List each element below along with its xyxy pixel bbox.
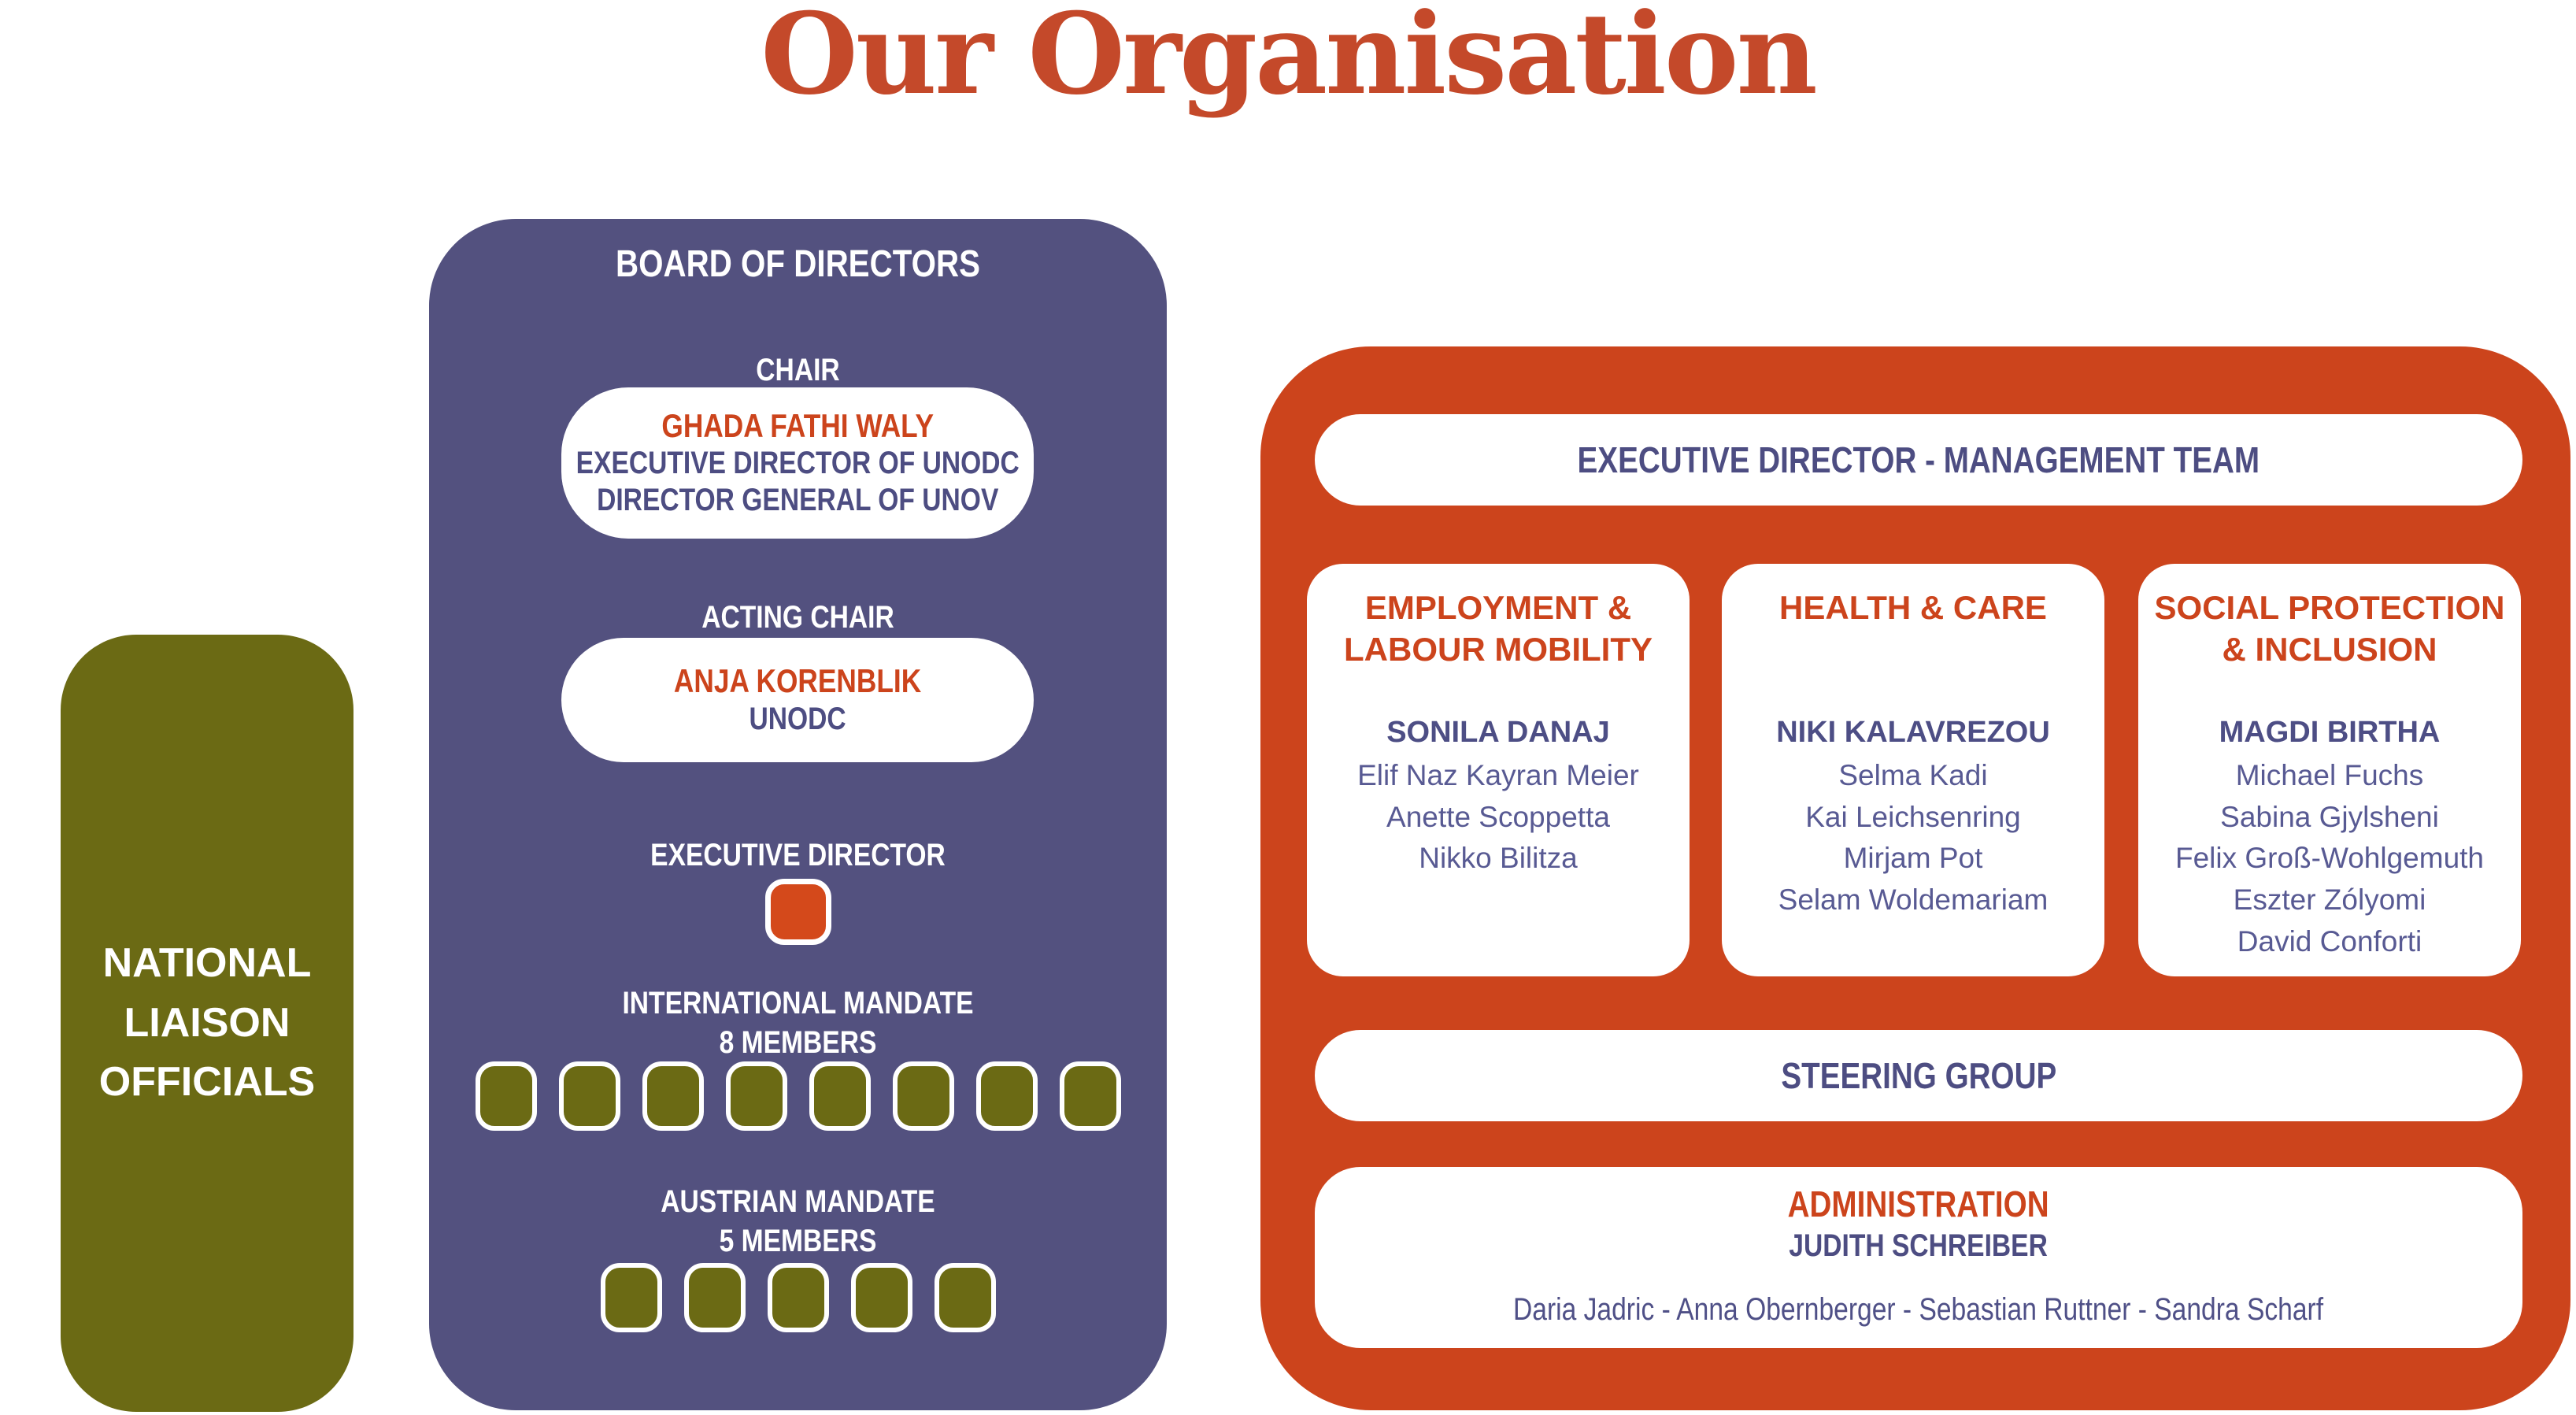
- member-square: [1060, 1061, 1121, 1131]
- team-lead: SONILA DANAJ: [1386, 716, 1610, 749]
- member-square: [559, 1061, 620, 1131]
- member-square: [809, 1061, 871, 1131]
- chair-name: GHADA FATHI WALY: [661, 406, 934, 444]
- member-square: [684, 1263, 746, 1332]
- team-member: Anette Scoppetta: [1386, 800, 1610, 833]
- team-member: David Conforti: [2237, 924, 2422, 958]
- team-card-social-protection-inclusion: [2138, 564, 2521, 976]
- team-member: Nikko Bilitza: [1419, 842, 1578, 875]
- chair-label: CHAIR: [756, 353, 840, 387]
- austrian-mandate-count-label: 5 MEMBERS: [719, 1224, 877, 1258]
- team-member: Selam Woldemariam: [1778, 883, 2049, 916]
- austrian-mandate-squares: [429, 1263, 1167, 1332]
- label-line: LIAISON: [124, 999, 291, 1046]
- team-member: Elif Naz Kayran Meier: [1357, 759, 1639, 792]
- member-square: [893, 1061, 954, 1131]
- acting-chair-card: [561, 638, 1034, 762]
- team-title-line: EMPLOYMENT &: [1364, 589, 1632, 626]
- team-members: [1778, 755, 2049, 920]
- member-square: [851, 1263, 912, 1332]
- management-header-label: EXECUTIVE DIRECTOR - MANAGEMENT TEAM: [1577, 439, 2260, 480]
- team-title-line: SOCIAL PROTECTION: [2154, 589, 2505, 626]
- executive-director-square: [765, 879, 831, 945]
- team-member: Mirjam Pot: [1843, 842, 1983, 875]
- steering-group-bar: [1315, 1030, 2522, 1121]
- member-square: [476, 1061, 537, 1131]
- team-members: [2175, 755, 2484, 962]
- chair-role: DIRECTOR GENERAL OF UNOV: [596, 483, 999, 518]
- management-header-bar: [1315, 414, 2522, 506]
- team-lead: MAGDI BIRTHA: [2219, 716, 2441, 749]
- acting-chair-name: ANJA KORENBLIK: [673, 662, 922, 700]
- management-panel: [1260, 346, 2570, 1410]
- team-lead: NIKI KALAVREZOU: [1776, 716, 2050, 749]
- team-title: [1344, 587, 1653, 713]
- executive-director-label: EXECUTIVE DIRECTOR: [650, 838, 946, 872]
- team-member: Kai Leichsenring: [1805, 800, 2021, 833]
- team-member: Felix Groß-Wohlgemuth: [2174, 842, 2485, 875]
- team-title-line: LABOUR MOBILITY: [1344, 630, 1653, 668]
- chair-card: [561, 387, 1034, 539]
- member-square: [935, 1263, 996, 1332]
- steering-group-label: STEERING GROUP: [1781, 1055, 2056, 1096]
- team-member: Selma Kadi: [1838, 759, 1988, 792]
- national-liaison-officials-box: [61, 635, 353, 1412]
- team-title-line: & INCLUSION: [2222, 630, 2437, 668]
- acting-chair-role: UNODC: [749, 701, 846, 736]
- team-member: Michael Fuchs: [2235, 759, 2424, 792]
- team-member: Eszter Zólyomi: [2233, 883, 2426, 916]
- administration-members: Daria Jadric - Anna Obernberger - Sebastian Ruttner - Sandra Scharf: [1513, 1292, 2324, 1327]
- team-title-line: HEALTH & CARE: [1779, 589, 2047, 626]
- national-liaison-officials-label: [99, 934, 315, 1112]
- member-square: [601, 1263, 662, 1332]
- board-title: BOARD OF DIRECTORS: [616, 243, 980, 285]
- label-line: OFFICIALS: [98, 1059, 316, 1106]
- team-member: Sabina Gjylsheni: [2220, 800, 2439, 833]
- administration-bar: [1315, 1167, 2522, 1348]
- international-mandate-squares: [429, 1061, 1167, 1131]
- member-square: [976, 1061, 1038, 1131]
- label-line: NATIONAL: [102, 940, 312, 987]
- member-square: [642, 1061, 704, 1131]
- chair-role: EXECUTIVE DIRECTOR OF UNODC: [576, 445, 1020, 480]
- administration-lead: JUDITH SCHREIBER: [1789, 1228, 2049, 1263]
- team-members: [1357, 755, 1639, 880]
- international-mandate-label: INTERNATIONAL MANDATE: [622, 986, 974, 1021]
- administration-title: ADMINISTRATION: [1787, 1183, 2049, 1224]
- page-title: Our Organisation: [761, 0, 1815, 120]
- team-card-employment-labour-mobility: [1307, 564, 1690, 976]
- member-square: [768, 1263, 829, 1332]
- member-square: [726, 1061, 787, 1131]
- international-mandate-count-label: 8 MEMBERS: [719, 1025, 877, 1060]
- acting-chair-label: ACTING CHAIR: [701, 600, 894, 635]
- team-card-health-care: [1722, 564, 2104, 976]
- team-title: [1779, 587, 2047, 713]
- austrian-mandate-label: AUSTRIAN MANDATE: [661, 1184, 935, 1219]
- board-of-directors-box: [429, 219, 1167, 1410]
- team-title: [2155, 587, 2505, 713]
